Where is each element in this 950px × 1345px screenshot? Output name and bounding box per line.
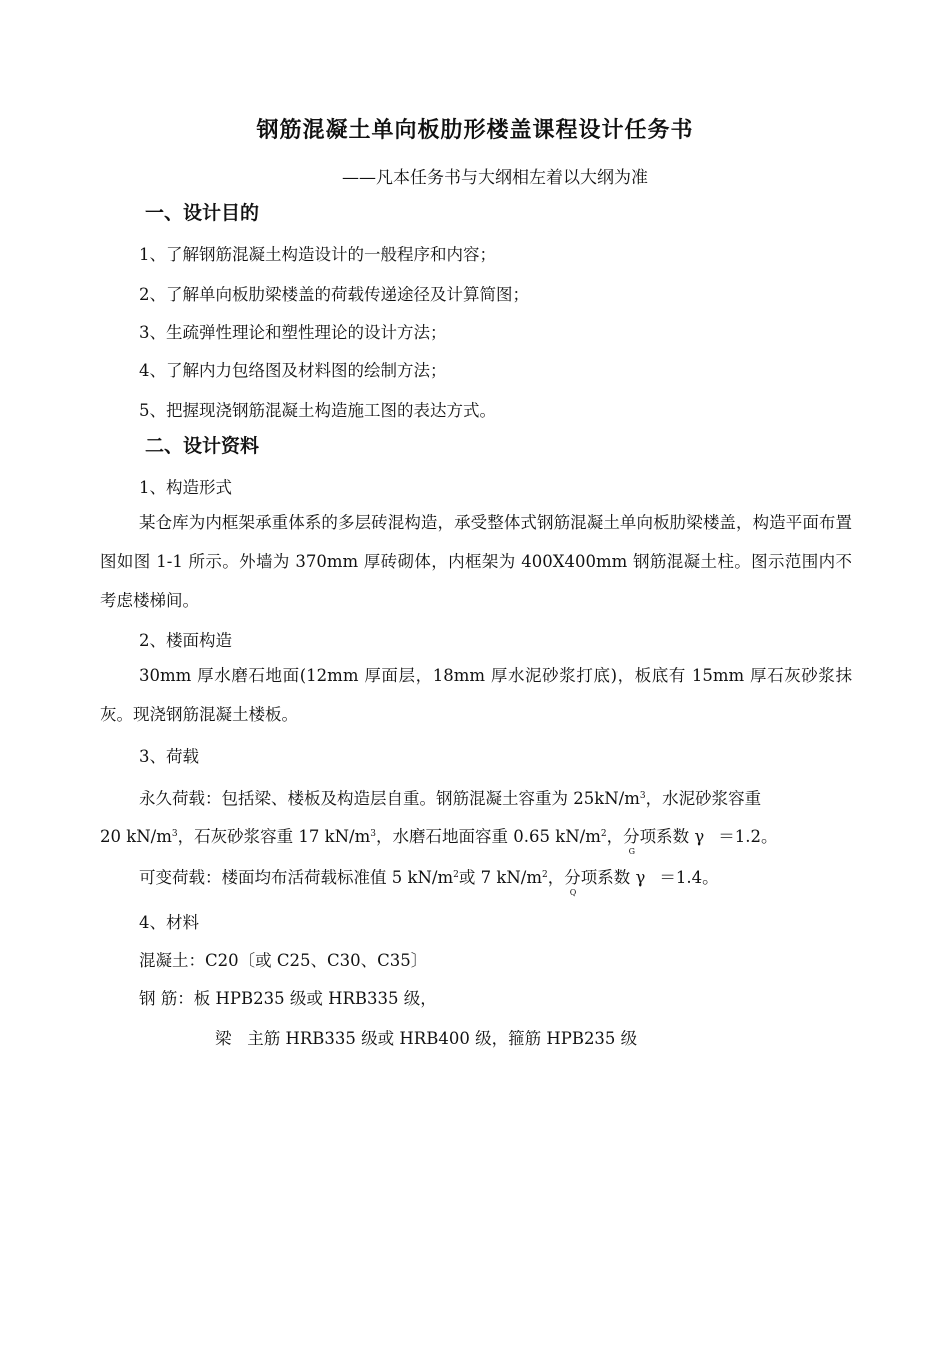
gamma-g-subscript: G bbox=[628, 847, 635, 856]
purpose-item-5: 5、把握现浇钢筋混凝土构造施工图的表达方式。 bbox=[139, 401, 496, 420]
material-steel-beam: 梁 主筋 HRB335 级或 HRB400 级，箍筋 HPB235 级 bbox=[215, 1029, 638, 1048]
section-heading-purpose: 一、设计目的 bbox=[145, 202, 260, 224]
subsection-structure-title: 1、构造形式 bbox=[139, 478, 232, 497]
subsection-material-title: 4、材料 bbox=[139, 913, 199, 932]
permanent-load-line-2: 20 $kN/m^3$，石灰砂浆容重 17 $kN/m^3$，水磨石地面容重 0.65 $kN/m^2$，分项系数 γ G ＝1.2。 bbox=[100, 827, 778, 856]
subsection-floor-title: 2、楼面构造 bbox=[139, 631, 232, 650]
document-title: 钢筋混凝土单向板肋形楼盖课程设计任务书 bbox=[256, 118, 694, 143]
floor-paragraph: 30mm 厚水磨石地面(12mm 厚面层，18mm 厚水泥砂浆打底)，板底有 15mm 厚石灰砂浆抹灰。现浇钢筋混凝土楼板。 bbox=[100, 666, 852, 724]
gamma-q-subscript: Q bbox=[569, 888, 577, 897]
material-steel-slab: 钢 筋：板 HPB235 级或 HRB335 级， bbox=[139, 989, 437, 1008]
purpose-item-1: 1、了解钢筋混凝土构造设计的一般程序和内容； bbox=[139, 245, 496, 264]
purpose-item-2: 2、了解单向板肋梁楼盖的荷载传递途径及计算简图； bbox=[139, 285, 529, 304]
document-subtitle: ——凡本任务书与大纲相左着以大纲为准 bbox=[342, 168, 648, 188]
variable-load-line: 可变荷载：楼面均布活荷载标准值 5 $kN/m^2$或 7 $kN/m^2$，分项系数 γ Q ＝1.4。 bbox=[139, 868, 719, 897]
section-heading-data: 二、设计资料 bbox=[145, 435, 260, 457]
structure-paragraph: 某仓库为内框架承重体系的多层砖混构造，承受整体式钢筋混凝土单向板肋梁楼盖，构造平面布置图如图 1-1 所示。外墙为 370mm 厚砖砌体，内框架为 400X400mm 钢筋混凝土柱。图示范围内不考虑楼梯间。 bbox=[100, 513, 852, 610]
purpose-item-3: 3、生疏弹性理论和塑性理论的设计方法； bbox=[139, 323, 447, 342]
purpose-item-4: 4、了解内力包络图及材料图的绘制方法； bbox=[139, 361, 447, 380]
subsection-load-title: 3、荷载 bbox=[139, 747, 199, 766]
permanent-load-line-1: 永久荷载：包括梁、楼板及构造层自重。钢筋混凝土容重为 $25kN/m^3$，水泥砂浆容重 bbox=[139, 789, 762, 808]
material-concrete: 混凝土：C20〔或 C25、C30、C35〕 bbox=[139, 951, 428, 970]
